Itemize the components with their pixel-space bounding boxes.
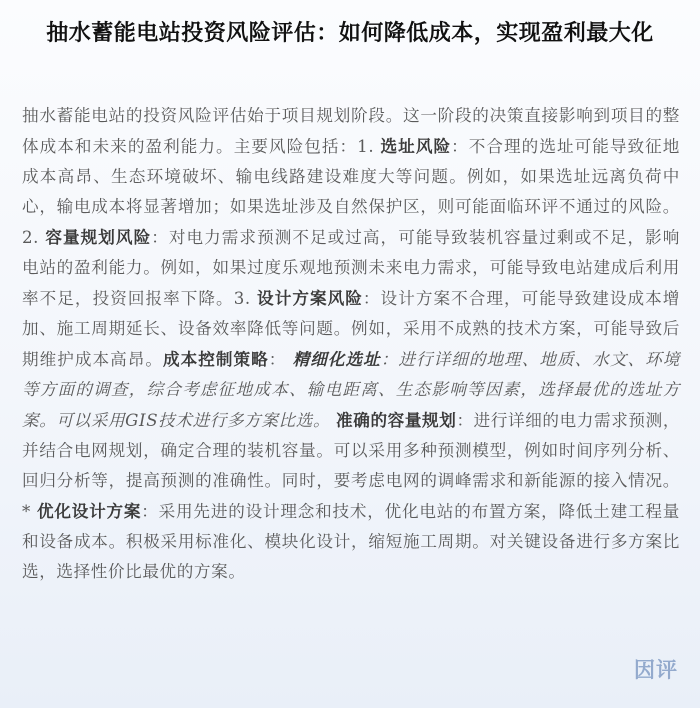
emphasis-term: 精细化选址: [292, 349, 381, 369]
body-segment: ：进行详细的地理、地质、水文、环境等方面的调查，综合考虑征地成本、输电距离、生态影响等因素，选择最优的选址方案。可以采用GIS技术进行多方案比选。: [22, 350, 680, 430]
body-segment: ：对电力需求预测不足或过高，可能导致装机容量过剩或不足，影响电站的盈利能力。例如，如果过度乐观地预测未来电力需求，可能导致电站建成后利用率不足，投资回报率下降。3.: [22, 228, 680, 308]
emphasis-term: 成本控制策略: [163, 349, 269, 369]
body-segment: ：: [268, 350, 293, 369]
emphasis-term: 容量规划风险: [45, 227, 152, 247]
body-segment: 抽水蓄能电站的投资风险评估始于项目规划阶段。这一阶段的决策直接影响到项目的整体成本和未来的盈利能力。主要风险包括：1.: [22, 106, 680, 156]
emphasis-term: 设计方案风险: [257, 288, 363, 308]
emphasis-term: 准确的容量规划: [336, 410, 457, 430]
body-segment: ：采用先进的设计理念和技术，优化电站的布置方案，降低土建工程量和设备成本。积极采用标准化、模块化设计，缩短施工周期。对关键设备进行多方案比选，选择性价比最优的方案。: [22, 502, 680, 581]
body-segment: ：进行详细的电力需求预测，并结合电网规划，确定合理的装机容量。可以采用多种预测模型，例如时间序列分析、回归分析等，提高预测的准确性。同时，要考虑电网的调峰需求和新能源的接入情况。*: [22, 411, 681, 521]
emphasis-term: 优化设计方案: [36, 501, 142, 521]
body-segment: ：设计方案不合理，可能导致建设成本增加、施工周期延长、设备效率降低等问题。例如，采用不成熟的技术方案，可能导致后期维护成本高昂。: [22, 289, 680, 369]
page-title: 抽水蓄能电站投资风险评估：如何降低成本，实现盈利最大化: [46, 21, 654, 46]
emphasis-term: 选址风险: [380, 136, 452, 156]
body-segment: ：不合理的选址可能导致征地成本高昂、生态环境破坏、输电线路建设难度大等问题。例如，如果选址远离负荷中心，输电成本将显著增加；如果选址涉及自然保护区，则可能面临环评不通过的风险。2.: [22, 137, 680, 247]
article-body: [22, 101, 680, 587]
watermark-logo: 因评: [634, 658, 678, 682]
